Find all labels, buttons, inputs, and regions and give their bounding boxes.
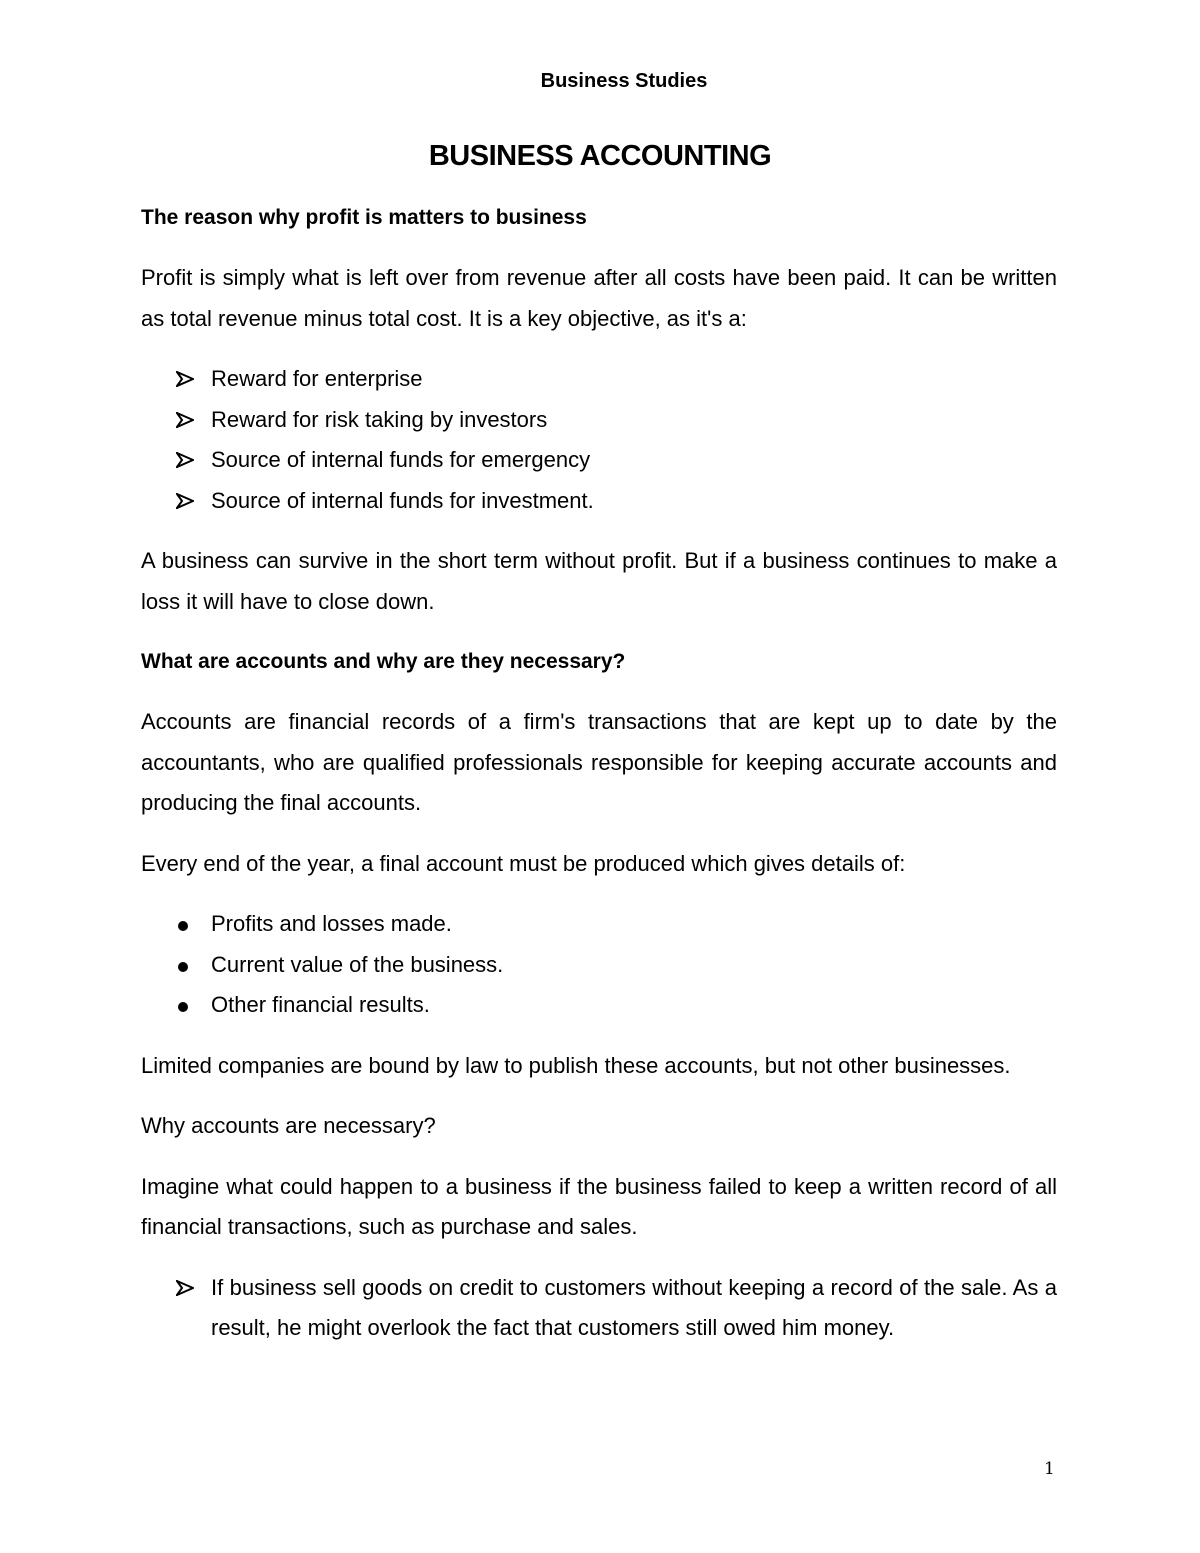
list-item [141, 945, 1057, 986]
page-number: 1 [1044, 1459, 1055, 1479]
paragraph-survival: A business can survive in the short term without profit. But if a business continues to make a loss it will have to close down. [141, 548, 1057, 614]
arrowhead-bullet-icon [176, 1268, 200, 1308]
list-item [141, 985, 1057, 1026]
running-header: Business Studies [540, 70, 708, 92]
list-item-text: Current value of the business. [211, 951, 504, 977]
paragraph-imagine: Imagine what could happen to a business if the business failed to keep a written record of all financial transactions, such as purchase and sales. [141, 1173, 1057, 1239]
list-item [141, 400, 1057, 441]
section-heading-profit: The reason why profit is matters to business [141, 206, 587, 229]
list-item-text: If business sell goods on credit to customers without keeping a record of the sale. As a result, he might overlook the fact that customers still owed him money. [211, 1274, 1057, 1340]
document-body [141, 198, 1057, 1369]
profit-objectives-list [141, 359, 1057, 521]
list-item [141, 440, 1057, 481]
list-item [141, 481, 1057, 522]
arrowhead-bullet-icon [176, 400, 200, 440]
list-item-text: Reward for enterprise [211, 366, 423, 391]
consequences-list [141, 1268, 1057, 1349]
list-item [141, 359, 1057, 400]
arrowhead-bullet-icon [176, 440, 200, 480]
section-heading-accounts: What are accounts and why are they necessary? [141, 650, 626, 673]
round-bullet-icon [176, 904, 200, 944]
list-item-text: Profits and losses made. [211, 911, 452, 936]
paragraph-profit-definition: Profit is simply what is left over from revenue after all costs have been paid. It can be written as total revenue minus total cost. It is a key objective, as it's a: [141, 265, 1057, 331]
paragraph-accounts-definition: Accounts are financial records of a firm's transactions that are kept up to date by the accountants, who are qualified professionals responsible for keeping accurate accounts and producing the final accounts. [141, 709, 1057, 815]
final-account-details-list [141, 904, 1057, 1026]
paragraph-why-accounts: Why accounts are necessary? [141, 1113, 436, 1138]
paragraph-final-account: Every end of the year, a final account must be produced which gives details of: [141, 850, 906, 876]
document-title: BUSINESS ACCOUNTING [428, 140, 772, 172]
list-item-text: Source of internal funds for emergency [211, 447, 591, 472]
list-item-text: Other financial results. [211, 992, 430, 1017]
paragraph-limited-companies: Limited companies are bound by law to publish these accounts, but not other businesses. [141, 1052, 1011, 1078]
list-item-text: Source of internal funds for investment. [211, 487, 594, 513]
arrowhead-bullet-icon [176, 359, 200, 399]
list-item-text: Reward for risk taking by investors [211, 406, 548, 432]
round-bullet-icon [176, 945, 200, 985]
list-item [141, 1268, 1057, 1349]
round-bullet-icon [176, 985, 200, 1025]
arrowhead-bullet-icon [176, 481, 200, 521]
list-item [141, 904, 1057, 945]
